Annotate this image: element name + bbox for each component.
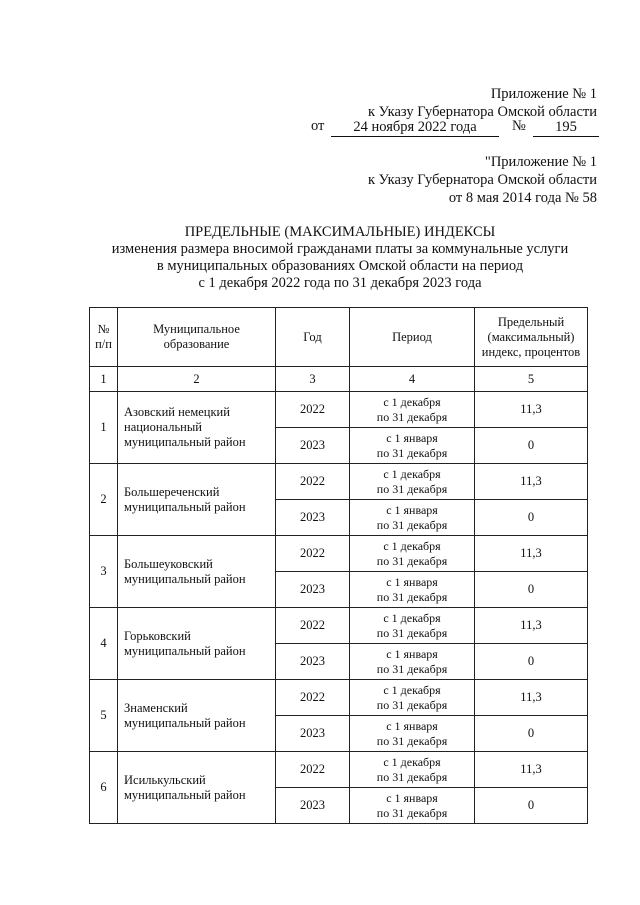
municipality-name: Большереченский муниципальный район xyxy=(118,464,276,536)
index-cell: 0 xyxy=(475,788,588,824)
period-cell: с 1 января по 31 декабря xyxy=(350,788,475,824)
appendix-label-2: "Приложение № 1 xyxy=(484,154,597,170)
period-cell: с 1 декабря по 31 декабря xyxy=(350,392,475,428)
period-cell: с 1 декабря по 31 декабря xyxy=(350,752,475,788)
table-row xyxy=(90,536,588,572)
doc-title: ПРЕДЕЛЬНЫЕ (МАКСИМАЛЬНЫЕ) ИНДЕКСЫ xyxy=(184,224,496,240)
decree-number: 195 xyxy=(533,118,599,137)
index-cell: 11,3 xyxy=(475,536,588,572)
appendix-label: Приложение № 1 xyxy=(490,86,597,102)
table-row xyxy=(90,392,588,428)
index-cell: 11,3 xyxy=(475,608,588,644)
municipality-name: Большеуковский муниципальный район xyxy=(118,536,276,608)
column-number: 3 xyxy=(276,367,350,392)
decree-date-line xyxy=(311,118,599,138)
doc-subtitle-2: в муниципальных образованиях Омской области на период xyxy=(156,258,524,274)
period-cell: с 1 декабря по 31 декабря xyxy=(350,536,475,572)
row-number: 4 xyxy=(90,608,118,680)
column-number: 2 xyxy=(118,367,276,392)
index-cell: 11,3 xyxy=(475,464,588,500)
index-cell: 0 xyxy=(475,428,588,464)
period-cell: с 1 декабря по 31 декабря xyxy=(350,680,475,716)
year-cell: 2022 xyxy=(276,536,350,572)
year-cell: 2022 xyxy=(276,608,350,644)
table-header-row xyxy=(90,308,588,367)
index-cell: 11,3 xyxy=(475,752,588,788)
year-cell: 2022 xyxy=(276,392,350,428)
period-cell: с 1 января по 31 декабря xyxy=(350,428,475,464)
row-number: 2 xyxy=(90,464,118,536)
year-cell: 2023 xyxy=(276,716,350,752)
col-header-period: Период xyxy=(350,308,475,367)
index-cell: 0 xyxy=(475,644,588,680)
period-cell: с 1 декабря по 31 декабря xyxy=(350,464,475,500)
year-cell: 2023 xyxy=(276,572,350,608)
column-number: 4 xyxy=(350,367,475,392)
row-number: 5 xyxy=(90,680,118,752)
municipality-name: Азовский немецкий национальный муниципальный район xyxy=(118,392,276,464)
year-cell: 2022 xyxy=(276,464,350,500)
index-cell: 0 xyxy=(475,716,588,752)
col-header-year: Год xyxy=(276,308,350,367)
period-cell: с 1 января по 31 декабря xyxy=(350,572,475,608)
from-label: от xyxy=(311,118,325,134)
year-cell: 2023 xyxy=(276,788,350,824)
table-row xyxy=(90,680,588,716)
doc-subtitle-1: изменения размера вносимой гражданами платы за коммунальные услуги xyxy=(111,241,569,257)
index-cell: 0 xyxy=(475,500,588,536)
row-number: 6 xyxy=(90,752,118,824)
row-number: 3 xyxy=(90,536,118,608)
decree-date: 24 ноября 2022 года xyxy=(331,118,499,137)
year-cell: 2022 xyxy=(276,752,350,788)
period-cell: с 1 января по 31 декабря xyxy=(350,644,475,680)
year-cell: 2023 xyxy=(276,644,350,680)
year-cell: 2023 xyxy=(276,428,350,464)
table-row xyxy=(90,752,588,788)
year-cell: 2023 xyxy=(276,500,350,536)
index-cell: 11,3 xyxy=(475,392,588,428)
table-row xyxy=(90,464,588,500)
decree-label: к Указу Губернатора Омской области xyxy=(367,104,597,120)
col-header-index: Предельный (максимальный) индекс, процентов xyxy=(475,308,588,367)
municipality-name: Исилькульский муниципальный район xyxy=(118,752,276,824)
indices-table xyxy=(89,307,588,824)
column-number: 5 xyxy=(475,367,588,392)
row-number: 1 xyxy=(90,392,118,464)
year-cell: 2022 xyxy=(276,680,350,716)
doc-subtitle-3: с 1 декабря 2022 года по 31 декабря 2023 года xyxy=(198,275,482,291)
column-number: 1 xyxy=(90,367,118,392)
municipality-name: Знаменский муниципальный район xyxy=(118,680,276,752)
period-cell: с 1 января по 31 декабря xyxy=(350,716,475,752)
decree-date-2: от 8 мая 2014 года № 58 xyxy=(448,190,597,206)
table-row xyxy=(90,608,588,644)
period-cell: с 1 января по 31 декабря xyxy=(350,500,475,536)
col-header-num: № п/п xyxy=(90,308,118,367)
column-number-row xyxy=(90,367,588,392)
period-cell: с 1 декабря по 31 декабря xyxy=(350,608,475,644)
municipality-name: Горьковский муниципальный район xyxy=(118,608,276,680)
number-label: № xyxy=(512,118,526,134)
decree-label-2: к Указу Губернатора Омской области xyxy=(367,172,597,188)
col-header-municipality: Муниципальное образование xyxy=(118,308,276,367)
index-cell: 11,3 xyxy=(475,680,588,716)
index-cell: 0 xyxy=(475,572,588,608)
